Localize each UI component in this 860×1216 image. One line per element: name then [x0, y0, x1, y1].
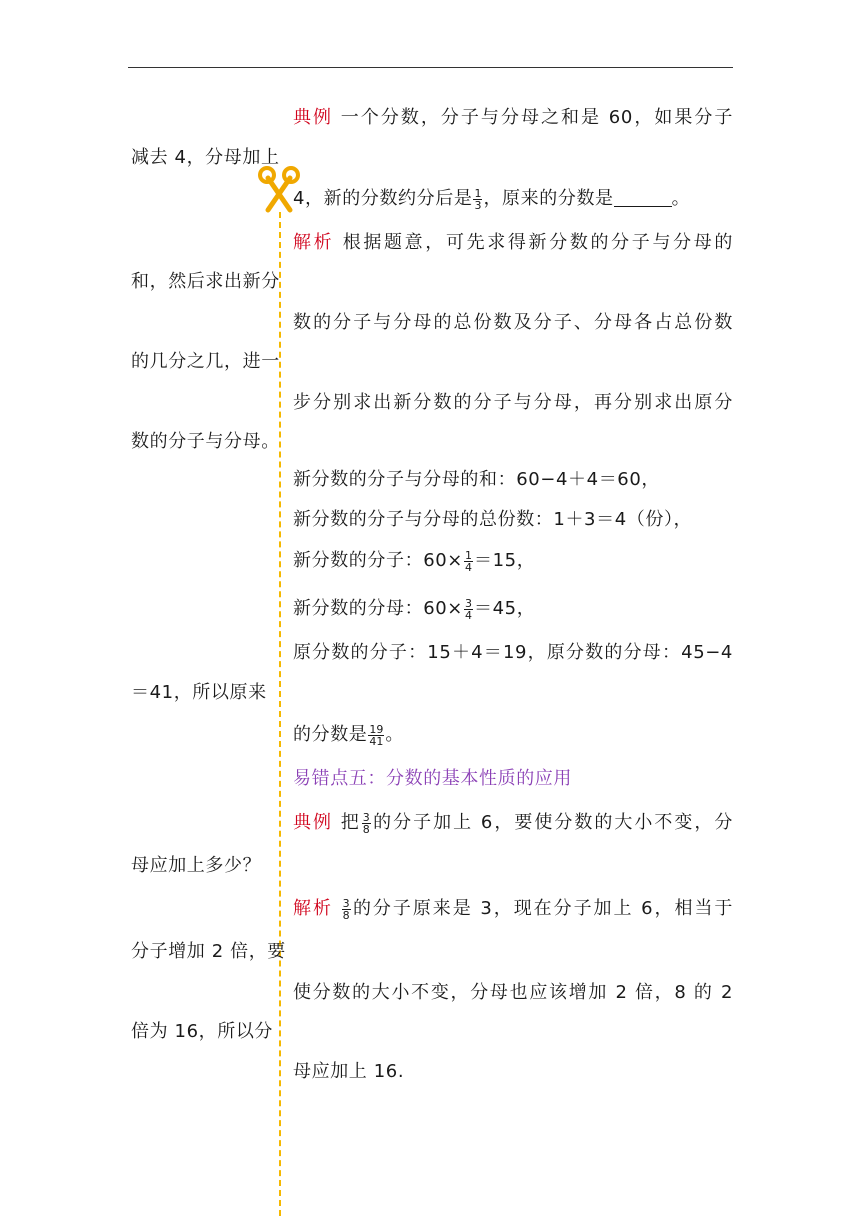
analysis2-line4: 倍为 16，所以分: [131, 1021, 274, 1042]
header-rule: [128, 67, 733, 68]
analysis1-line6: 数的分子与分母。: [131, 431, 280, 452]
fraction-one-fourth: $\frac{1}{4}$: [465, 548, 472, 574]
example-tag: 典例: [293, 812, 334, 833]
example1-line1: 典例 一个分数，分子与分母之和是 60，如果分子: [293, 107, 733, 128]
analysis1-line3: 数的分子与分母的总份数及分子、分母各占总份数: [293, 312, 733, 333]
analysis1-line5: 步分别求出新分数的分子与分母，再分别求出原分: [293, 392, 733, 413]
example1-line2: 减去 4，分母加上: [131, 147, 280, 168]
analysis1-line2: 和，然后求出新分: [131, 271, 280, 292]
calc-original-cont: ＝41，所以原来: [131, 682, 267, 703]
analysis2-line1: 解析 $\frac{3}{8}$ 的分子原来是 3，现在分子加上 6，相当于: [293, 896, 734, 922]
calc-result: 的分数是 $\frac{19}{41}$ 。: [293, 722, 405, 748]
calc-total-parts: 新分数的分子与分母的总份数：1＋3＝4（份），: [293, 509, 693, 530]
analysis2-line5: 母应加上 16.: [293, 1061, 405, 1082]
example2-line1: 典例 把 $\frac{3}{8}$ 的分子加上 6，要使分数的大小不变，分: [293, 810, 734, 836]
analysis2-line3: 使分数的大小不变，分母也应该增加 2 倍，8 的 2: [293, 982, 733, 1003]
calc-sum: 新分数的分子与分母的和：60−4＋4＝60，: [293, 469, 660, 490]
calc-numerator: 新分数的分子：60× $\frac{1}{4}$ ＝15，: [293, 548, 536, 574]
example-tag: 典例: [293, 107, 334, 128]
fraction-three-eighths: $\frac{3}{8}$: [362, 810, 370, 836]
calc-original: 原分数的分子：15＋4＝19，原分数的分母：45−4: [293, 642, 733, 663]
example2-line2: 母应加上多少？: [131, 855, 262, 876]
calc-denominator: 新分数的分母：60× $\frac{3}{4}$ ＝45，: [293, 596, 536, 622]
section-heading: 易错点五：分数的基本性质的应用: [293, 768, 572, 789]
fraction-one-third: $\frac{1}{3}$: [474, 186, 482, 212]
fraction-three-eighths: $\frac{3}{8}$: [342, 896, 350, 922]
analysis1-line1: 解析 根据题意，可先求得新分数的分子与分母的: [293, 232, 733, 253]
fraction-19-41: $\frac{19}{41}$: [369, 722, 384, 748]
analysis-tag: 解析: [293, 232, 335, 253]
fraction-three-fourths: $\frac{3}{4}$: [465, 596, 472, 622]
example1-line3: 4，新的分数约分后是 $\frac{1}{3}$ ，原来的分数是 。: [293, 186, 691, 212]
analysis-tag: 解析: [293, 898, 333, 919]
analysis2-line2: 分子增加 2 倍，要: [131, 941, 286, 962]
analysis1-line4: 的几分之几，进一: [131, 351, 280, 372]
answer-blank: [614, 188, 672, 207]
